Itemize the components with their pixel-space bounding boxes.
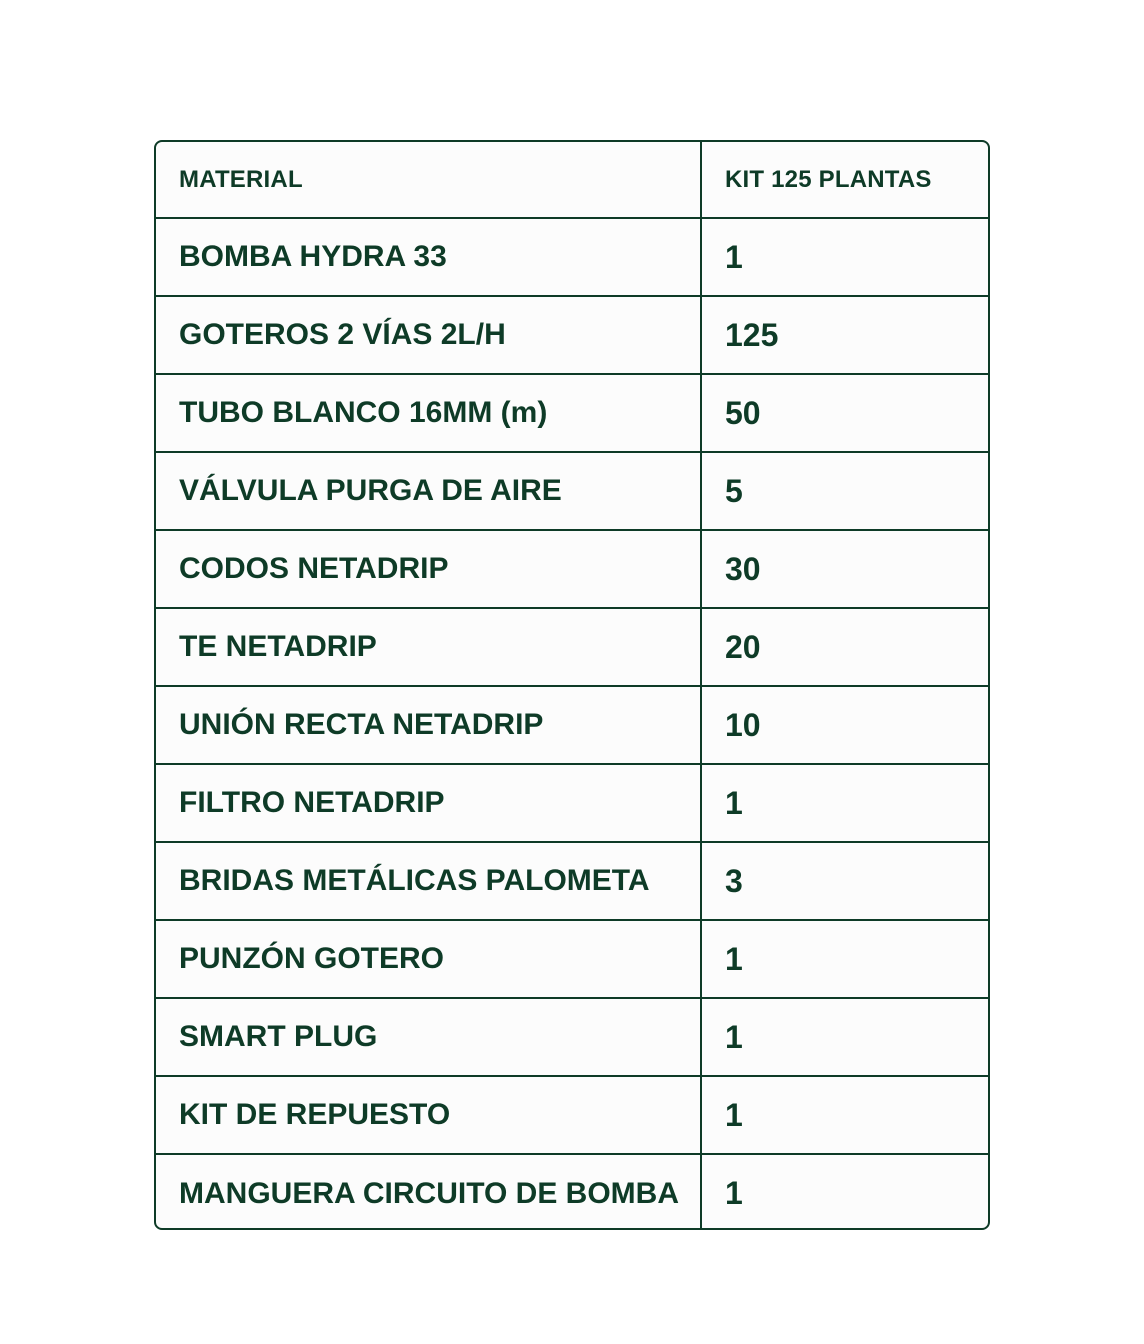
material-cell: VÁLVULA PURGA DE AIRE [156,452,701,530]
table-row [156,530,988,608]
table-row [156,608,988,686]
header-row [156,142,988,218]
quantity-cell: 5 [701,452,988,530]
material-cell: KIT DE REPUESTO [156,1076,701,1154]
materials-table [156,142,988,1230]
table-row [156,842,988,920]
table-header [156,142,988,218]
material-cell: GOTEROS 2 VÍAS 2L/H [156,296,701,374]
table-row [156,1076,988,1154]
quantity-cell: 1 [701,920,988,998]
quantity-cell: 1 [701,764,988,842]
material-cell: CODOS NETADRIP [156,530,701,608]
table-row [156,686,988,764]
material-cell: BOMBA HYDRA 33 [156,218,701,296]
table-row [156,296,988,374]
table-row [156,452,988,530]
material-cell: MANGUERA CIRCUITO DE BOMBA [156,1154,701,1230]
quantity-cell: 1 [701,218,988,296]
table-row [156,218,988,296]
materials-table-container [154,140,990,1230]
quantity-cell: 1 [701,998,988,1076]
header-kit-125-plantas: KIT 125 PLANTAS [701,142,988,218]
material-cell: SMART PLUG [156,998,701,1076]
quantity-cell: 125 [701,296,988,374]
quantity-cell: 30 [701,530,988,608]
quantity-cell: 20 [701,608,988,686]
table-row [156,998,988,1076]
table-row [156,920,988,998]
table-row [156,374,988,452]
quantity-cell: 10 [701,686,988,764]
material-cell: FILTRO NETADRIP [156,764,701,842]
table-row [156,1154,988,1230]
material-cell: UNIÓN RECTA NETADRIP [156,686,701,764]
quantity-cell: 3 [701,842,988,920]
quantity-cell: 1 [701,1076,988,1154]
quantity-cell: 50 [701,374,988,452]
header-material: MATERIAL [156,142,701,218]
material-cell: TUBO BLANCO 16MM (m) [156,374,701,452]
table-row [156,764,988,842]
quantity-cell: 1 [725,1175,743,1211]
material-cell: PUNZÓN GOTERO [156,920,701,998]
material-cell: TE NETADRIP [156,608,701,686]
material-cell: BRIDAS METÁLICAS PALOMETA [156,842,701,920]
table-body [156,218,988,1230]
